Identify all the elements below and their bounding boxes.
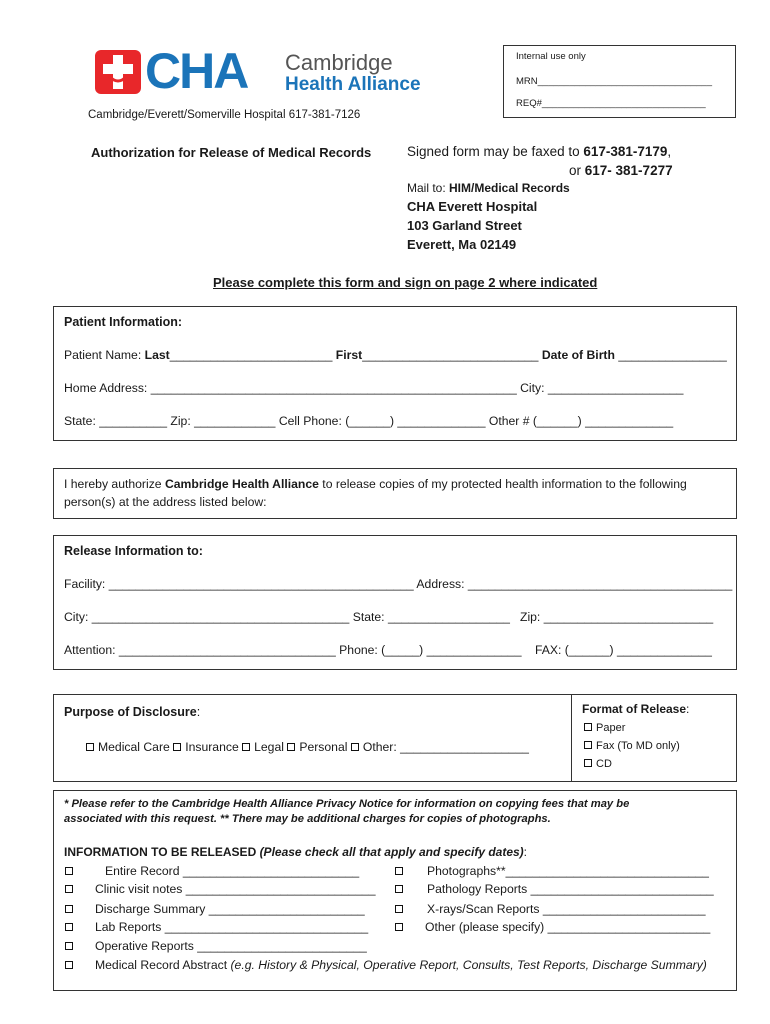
checkbox-icon[interactable] [287, 743, 295, 751]
info-xrays-scan-reports[interactable]: X-rays/Scan Reports ________________________ [395, 902, 706, 916]
purpose-legal[interactable]: Legal [242, 740, 284, 754]
info-discharge-summary[interactable]: Discharge Summary _______________________ [65, 902, 365, 916]
form-title: Authorization for Release of Medical Records [91, 145, 372, 160]
first-name-field[interactable]: __________________________ [362, 348, 539, 362]
info-other-specify[interactable]: Other (please specify) ________________________ [395, 920, 710, 934]
req-field[interactable]: REQ#_______________________________ [516, 98, 706, 109]
purpose-colon: : [196, 705, 201, 719]
notice-line-2: associated with this request. ** There may be additional charges for copies of photographs. [64, 813, 551, 825]
state-zip-phone-row[interactable]: State: __________ Zip: ____________ Cell Phone: (______) _____________ Other # (______) _____________ [64, 414, 674, 428]
logo-name-line2: Health Alliance [285, 74, 421, 95]
authorize-post: to release copies of my protected health information to the following [318, 477, 687, 491]
logo [95, 43, 425, 99]
authorization-box [53, 468, 737, 519]
attention-phone-row[interactable]: Attention: ________________________________ Phone: (_____) ______________ [64, 643, 522, 657]
notice-line-1: * Please refer to the Cambridge Health Alliance Privacy Notice for information on copying fees that may be [64, 798, 630, 810]
format-cd[interactable]: CD [584, 758, 612, 770]
fax-line-2 [569, 163, 673, 178]
mail-street: 103 Garland Street [407, 218, 522, 233]
dob-field[interactable]: ________________ [618, 348, 727, 362]
release-info-box [53, 535, 737, 670]
info-operative-reports[interactable]: Operative Reports _________________________ [65, 939, 367, 953]
last-name-field[interactable]: ________________________ [169, 348, 333, 362]
authorize-pre: I hereby authorize [64, 477, 165, 491]
abstract-label: Medical Record Abstract [95, 958, 231, 972]
format-heading-text: Format of Release [582, 702, 687, 716]
dob-label: Date of Birth [541, 348, 615, 362]
info-heading-text: INFORMATION TO BE RELEASED [64, 845, 260, 859]
checkbox-icon[interactable] [65, 885, 73, 893]
purpose-personal[interactable]: Personal [287, 740, 347, 754]
checkbox-icon[interactable] [395, 885, 403, 893]
patient-info-box [53, 306, 737, 441]
fax-line-1 [407, 144, 671, 159]
checkbox-icon[interactable] [351, 743, 359, 751]
first-name-label: First [335, 348, 363, 362]
instruction-heading: Please complete this form and sign on page 2 where indicated [213, 275, 598, 290]
fax-number-2: 617- 381-7277 [584, 163, 673, 178]
authorization-line-1 [64, 477, 687, 491]
last-name-label: Last [144, 348, 170, 362]
info-pathology-reports[interactable]: Pathology Reports ___________________________ [395, 882, 714, 896]
logo-acronym: CHA [145, 43, 248, 99]
checkbox-icon[interactable] [395, 905, 403, 913]
checkbox-icon[interactable] [395, 923, 403, 931]
mail-dept: HIM/Medical Records [449, 181, 570, 195]
checkbox-icon[interactable] [65, 923, 73, 931]
internal-use-box [503, 45, 736, 118]
mail-label: Mail to: [407, 181, 450, 195]
info-photographs[interactable]: Photographs**______________________________ [395, 864, 709, 878]
fax-or: or [569, 163, 585, 178]
info-heading-note: (Please check all that apply and specify dates) [259, 845, 524, 859]
mail-hospital: CHA Everett Hospital [407, 199, 538, 214]
authorize-org: Cambridge Health Alliance [164, 477, 319, 491]
checkbox-icon[interactable] [395, 867, 403, 875]
info-medical-record-abstract[interactable] [65, 958, 707, 972]
checkbox-icon[interactable] [65, 867, 73, 875]
fax-comma: , [667, 144, 672, 159]
logo-name-line1: Cambridge [285, 50, 393, 75]
mrn-field[interactable]: MRN_________________________________ [516, 76, 712, 87]
format-colon: : [686, 702, 690, 716]
checkbox-icon[interactable] [86, 743, 94, 751]
fax-number-1: 617-381-7179 [583, 144, 668, 159]
purpose-medical-care[interactable]: Medical Care [86, 740, 170, 754]
information-heading [64, 845, 527, 859]
purpose-insurance[interactable]: Insurance [173, 740, 239, 754]
format-box [571, 694, 737, 782]
purpose-other[interactable]: Other: ___________________ [351, 740, 529, 754]
purpose-heading [64, 705, 200, 719]
abstract-note: (e.g. History & Physical, Operative Report, Consults, Test Reports, Discharge Summary) [230, 958, 707, 972]
fax-text: Signed form may be faxed to [407, 144, 584, 159]
format-fax[interactable]: Fax (To MD only) [584, 740, 680, 752]
purpose-box [53, 694, 572, 782]
facility-address-row[interactable]: Facility: _____________________________________________ Address: _______________________________________ [64, 577, 733, 591]
purpose-options [86, 740, 529, 754]
release-fax-field[interactable]: FAX: (______) ______________ [535, 643, 712, 657]
checkbox-icon[interactable] [65, 961, 73, 969]
home-address-row[interactable]: Home Address: ______________________________________________________ City: ____________________ [64, 381, 684, 395]
internal-use-title: Internal use only [516, 51, 586, 62]
info-heading-colon: : [523, 845, 528, 859]
zip-field[interactable]: Zip: _________________________ [520, 610, 714, 624]
patient-name-label: Patient Name: [64, 348, 145, 362]
mail-to-line [407, 181, 570, 195]
checkbox-icon[interactable] [584, 723, 592, 731]
format-heading [582, 702, 689, 716]
checkbox-icon[interactable] [65, 942, 73, 950]
city-state-row[interactable]: City: ______________________________________ State: __________________ [64, 610, 510, 624]
checkbox-icon[interactable] [65, 905, 73, 913]
patient-name-row[interactable] [64, 348, 727, 362]
format-paper[interactable]: Paper [584, 722, 625, 734]
info-entire-record[interactable]: Entire Record __________________________ [65, 864, 359, 878]
cross-emblem-icon [95, 50, 141, 94]
release-info-heading: Release Information to: [64, 544, 203, 558]
checkbox-icon[interactable] [173, 743, 181, 751]
authorization-line-2: person(s) at the address listed below: [64, 495, 267, 509]
info-clinic-visit-notes[interactable]: Clinic visit notes ____________________________ [65, 882, 376, 896]
information-box [53, 790, 737, 991]
mail-city: Everett, Ma 02149 [407, 237, 517, 252]
hospital-phone-line: Cambridge/Everett/Somerville Hospital 617-381-7126 [88, 109, 361, 121]
purpose-heading-text: Purpose of Disclosure [64, 705, 197, 719]
checkbox-icon[interactable] [584, 741, 592, 749]
checkbox-icon[interactable] [584, 759, 592, 767]
checkbox-icon[interactable] [242, 743, 250, 751]
info-lab-reports[interactable]: Lab Reports ______________________________ [65, 920, 368, 934]
patient-info-heading: Patient Information: [64, 315, 183, 329]
